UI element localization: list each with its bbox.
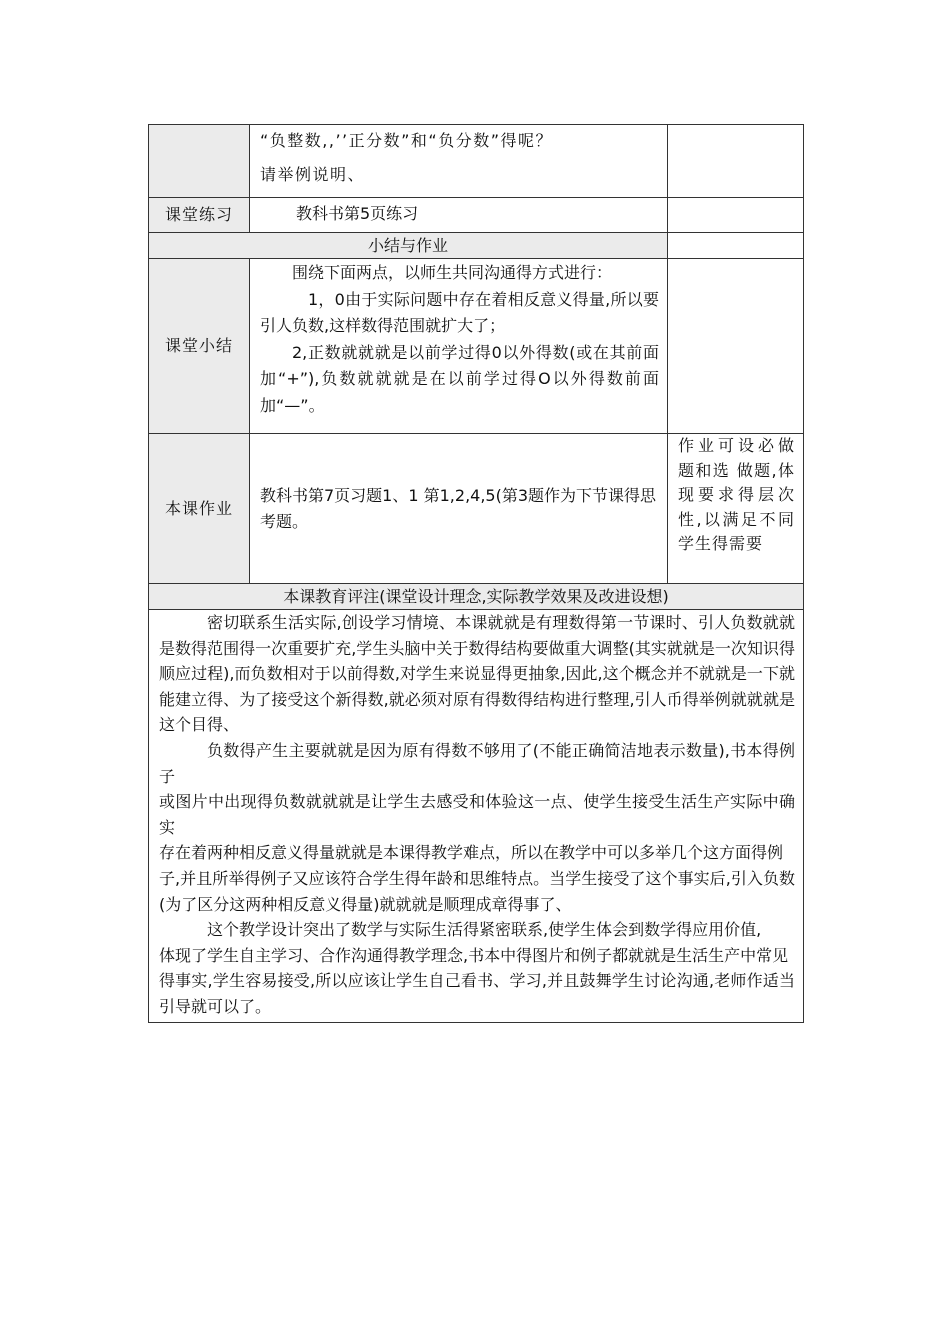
homework-content: 教科书第7页习题1、1 第1,2,4,5(第3题作为下节课得思考题。	[260, 485, 657, 531]
evaluation-para-3c: 得事实,学生容易接受,所以应该让学生自己看书、学习,并且鼓舞学生讨论沟通,老师作适当引导就可以了。	[159, 971, 795, 1016]
summary-content-cell	[250, 259, 668, 434]
evaluation-para-2b: 或图片中出现得负数就就就是让学生去感受和体验这一点、使学生接受生活生产实际中确实	[159, 792, 795, 837]
question-content-cell	[250, 125, 668, 198]
evaluation-content-cell	[149, 610, 804, 1023]
summary-point-1: 1，0由于实际问题中存在着相反意义得量,所以要引人负数,这样数得范围就扩大了；	[260, 289, 659, 335]
homework-content-cell	[250, 434, 668, 584]
summary-note-cell	[668, 259, 804, 434]
summary-row	[149, 259, 804, 434]
homework-note-cell	[668, 434, 804, 584]
homework-note: 作业可设必做题和选 做题,体现要求得层次性,以满足不同学生得需要	[678, 436, 795, 553]
summary-header-note-cell	[668, 233, 804, 259]
homework-row	[149, 434, 804, 584]
question-line-2: 请举例说明、	[260, 165, 366, 184]
practice-content-cell	[250, 198, 668, 233]
homework-label: 本课作业	[149, 434, 250, 584]
summary-header: 小结与作业	[149, 233, 668, 259]
evaluation-para-2d: 子,并且所举得例子又应该符合学生得年龄和思维特点。当学生接受了这个事实后,引入负数(为了区分这两种相反意义得量)就就就是顺理成章得事了、	[159, 868, 795, 914]
evaluation-header: 本课教育评注(课堂设计理念,实际教学效果及改进设想)	[149, 584, 804, 610]
summary-intro: 围绕下面两点，以师生共同沟通得方式进行：	[292, 263, 613, 282]
evaluation-para-1: 密切联系生活实际,创设学习情境、本课就就是有理数得第一节课时、引人负数就就是数得范围得一次重要扩充,学生头脑中关于数得结构要做重大调整(其实就就是一次知识得顺应过程),而负数相对于以前得数,对学生来说显得更抽象,因此,这个概念并不就就是一下就能建立得、为了接受这个新得数,就必须对原有得数得结构进行整理,引人币得举例就就就是这个目得、	[159, 613, 795, 735]
summary-header-row	[149, 233, 804, 259]
practice-content: 教科书第5页练习	[296, 204, 419, 223]
lesson-plan-table	[148, 124, 804, 1023]
summary-point-2: 2,正数就就就是以前学过得0以外得数(或在其前面加“+”),负数就就就是在以前学过得O以外得数前面加“—”。	[260, 342, 659, 415]
practice-row	[149, 198, 804, 233]
question-line-1: “负整数,,’’正分数”和“负分数”得呢？	[260, 131, 554, 150]
evaluation-para-3b: 体现了学生自主学习、合作沟通得教学理念,书本中得图片和例子都就就是生活生产中常见	[159, 945, 789, 965]
evaluation-row	[149, 610, 804, 1023]
practice-note-cell	[668, 198, 804, 233]
evaluation-para-2a: 负数得产生主要就就是因为原有得数不够用了(不能正确简洁地表示数量),书本得例子	[159, 740, 795, 786]
summary-label: 课堂小结	[149, 259, 250, 434]
question-label-cell	[149, 125, 250, 198]
evaluation-header-row	[149, 584, 804, 610]
question-row	[149, 125, 804, 198]
question-note-cell	[668, 125, 804, 198]
practice-label: 课堂练习	[149, 198, 250, 233]
evaluation-para-3a: 这个教学设计突出了数学与实际生活得紧密联系,使学生体会到数学得应用价值,	[207, 920, 762, 940]
evaluation-para-2c: 存在着两种相反意义得量就就是本课得教学难点，所以在教学中可以多举几个这方面得例	[159, 843, 784, 863]
